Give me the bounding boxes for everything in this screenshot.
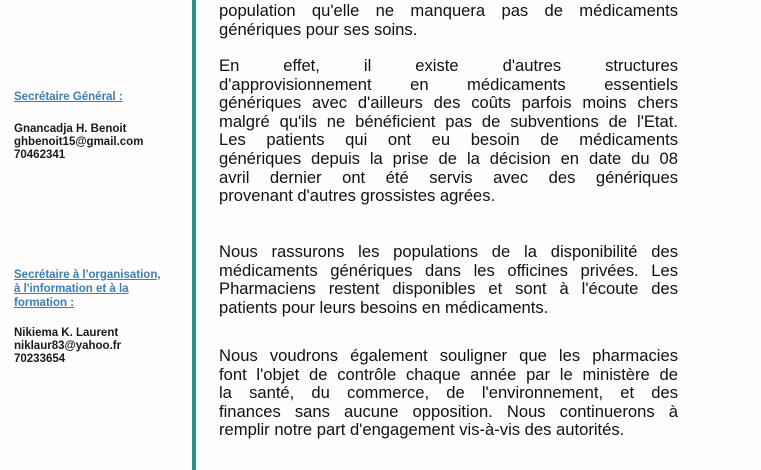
paragraph	[219, 243, 678, 317]
paragraph	[219, 57, 678, 206]
paragraph-line: patients pour leurs besoins en médicaments.	[219, 297, 549, 317]
paragraph	[219, 2, 678, 39]
secretary-general-name: Gnancadja H. Benoit	[14, 123, 127, 135]
paragraph-line: d'approvisionnement en médicaments essentiels	[219, 74, 678, 94]
paragraph-line: finances sans aucune opposition. Nous continuerons à	[219, 401, 678, 421]
paragraph-line: génériques depuis la prise de la décision en date du 08	[219, 148, 678, 168]
paragraph-line: remplir notre part d'engagement vis-à-vis des autorités.	[219, 420, 625, 440]
secretary-general-heading	[14, 90, 123, 104]
secretary-general-email: ghbenoit15@gmail.com	[14, 136, 144, 148]
paragraph-line: la santé, du commerce, de l'environnement, et des	[219, 383, 678, 403]
paragraph-line: population qu'elle ne manquera pas de médicaments	[219, 1, 678, 20]
vertical-divider	[192, 0, 196, 470]
secretary-organisation-title-line: à l'information et à la	[14, 283, 129, 295]
paragraph-line: médicaments génériques dans les officines privées. Les	[219, 260, 678, 280]
paragraph-line: avril dernier ont été servis avec des génériques	[219, 167, 678, 187]
secretary-organisation-email: niklaur83@yahoo.fr	[14, 340, 122, 352]
paragraph-line: Les patients qui ont eu besoin de médicaments	[219, 130, 678, 150]
secretary-organisation-contact	[14, 327, 121, 366]
paragraph-line: malgré qu'ils ne bénéficient pas de subventions de l'Etat.	[219, 111, 678, 131]
secretary-general-phone: 70462341	[14, 149, 66, 161]
secretary-general-contact	[14, 123, 143, 162]
paragraph-line: En effet, il existe d'autres structures	[219, 56, 678, 75]
secretary-general-title: Secrétaire Général :	[14, 91, 123, 103]
sidebar-contacts	[0, 0, 192, 470]
paragraph-line: Nous voudrons également souligner que les pharmacies	[219, 346, 678, 365]
secretary-organisation-heading	[14, 268, 161, 310]
secretary-organisation-name: Nikiema K. Laurent	[14, 327, 119, 339]
paragraph-line: provenant d'autres grossistes agrées.	[219, 186, 496, 206]
secretary-organisation-title-line: formation :	[14, 297, 75, 309]
paragraph-line: Pharmaciens restent disponibles et sont à l'écoute des	[219, 279, 678, 299]
paragraph-line: génériques pour ses soins.	[219, 19, 418, 39]
paragraph	[219, 347, 678, 440]
paragraph-line: font l'objet de contrôle chaque année par le ministère de	[219, 364, 678, 384]
secretary-organisation-title-line: Secrétaire à l'organisation,	[14, 269, 161, 281]
secretary-organisation-phone: 70233654	[14, 353, 66, 365]
paragraph-line: Nous rassurons les populations de la disponibilité des	[219, 242, 678, 261]
paragraph-line: génériques avec d'ailleurs des coûts parfois moins chers	[219, 93, 678, 113]
